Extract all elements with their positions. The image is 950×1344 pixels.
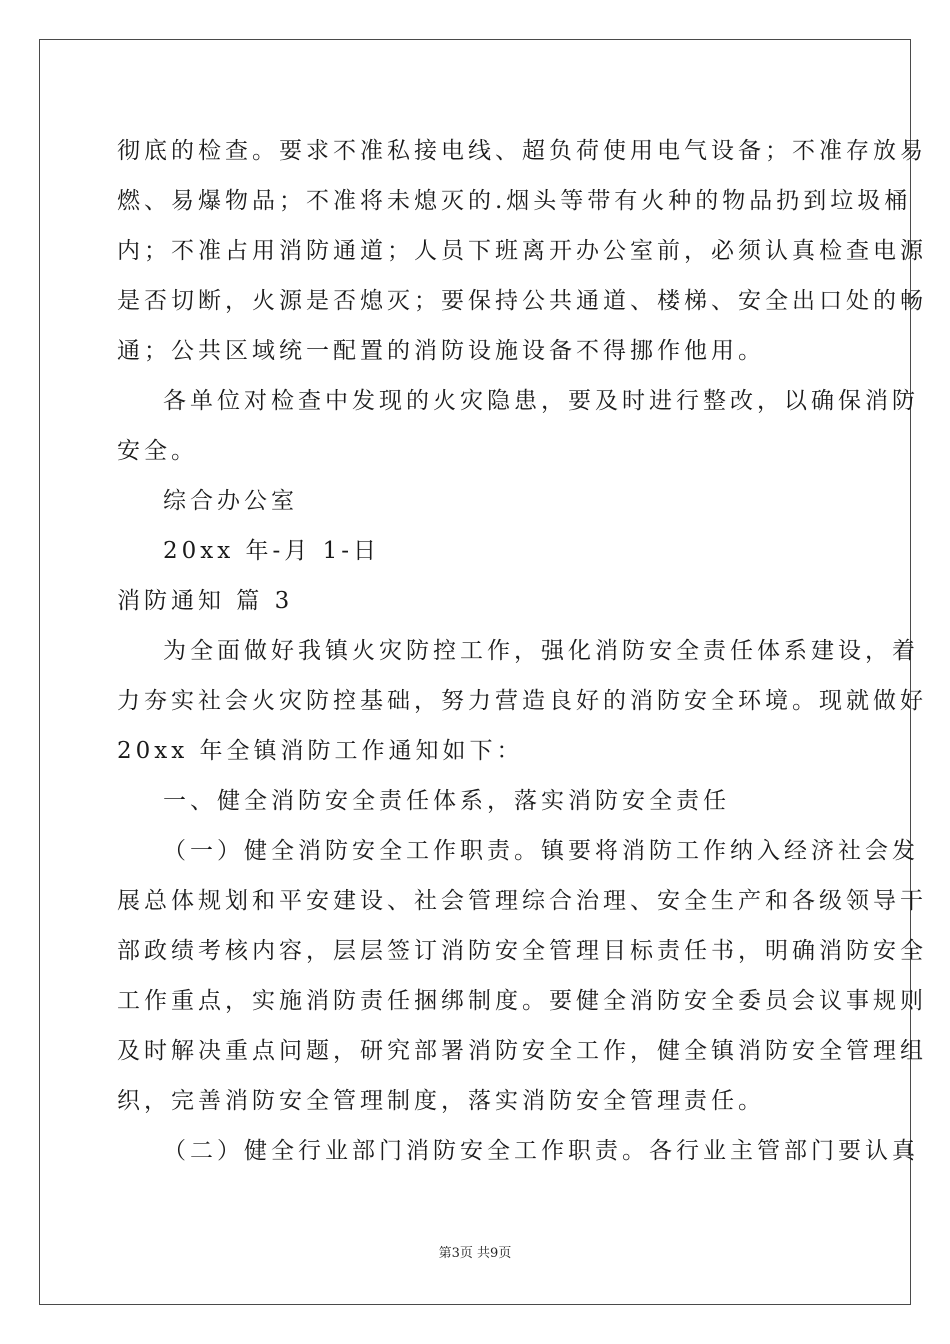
paragraph-line: （一）健全消防安全工作职责。镇要将消防工作纳入经济社会发 — [163, 838, 919, 864]
section-title: 消防通知 篇 3 — [117, 588, 294, 614]
paragraph-line: 展总体规划和平安建设、社会管理综合治理、安全生产和各级领导干 — [117, 888, 927, 914]
paragraph-line: 部政绩考核内容，层层签订消防安全管理目标责任书，明确消防安全 — [117, 938, 927, 964]
paragraph-line: 及时解决重点问题，研究部署消防安全工作，健全镇消防安全管理组 — [117, 1038, 927, 1064]
paragraph-line: 为全面做好我镇火灾防控工作，强化消防安全责任体系建设，着 — [163, 638, 919, 664]
paragraph-line: 安全。 — [117, 438, 198, 464]
paragraph-line: 力夯实社会火灾防控基础，努力营造良好的消防安全环境。现就做好 — [117, 688, 927, 714]
signature-date: 20xx 年-月 1-日 — [163, 538, 381, 564]
paragraph-line: 是否切断，火源是否熄灭；要保持公共通道、楼梯、安全出口处的畅 — [117, 288, 927, 314]
paragraph-line: （二）健全行业部门消防安全工作职责。各行业主管部门要认真 — [163, 1138, 919, 1164]
paragraph-line: 彻底的检查。要求不准私接电线、超负荷使用电气设备；不准存放易 — [117, 138, 927, 164]
paragraph-line: 20xx 年全镇消防工作通知如下： — [117, 738, 524, 764]
paragraph-line: 各单位对检查中发现的火灾隐患，要及时进行整改，以确保消防 — [163, 388, 919, 414]
paragraph-line: 内；不准占用消防通道；人员下班离开办公室前，必须认真检查电源 — [117, 238, 927, 264]
signature-office: 综合办公室 — [163, 488, 298, 514]
paragraph-line: 燃、易爆物品；不准将未熄灭的.烟头等带有火种的物品扔到垃圾桶 — [117, 188, 912, 214]
paragraph-line: 通；公共区域统一配置的消防设施设备不得挪作他用。 — [117, 338, 765, 364]
paragraph-line: 织，完善消防安全管理制度，落实消防安全管理责任。 — [117, 1088, 765, 1114]
paragraph-line: 工作重点，实施消防责任捆绑制度。要健全消防安全委员会议事规则 — [117, 988, 927, 1014]
heading-line: 一、健全消防安全责任体系，落实消防安全责任 — [163, 788, 730, 814]
page-number-footer: 第3页 共9页 — [438, 1246, 512, 1261]
